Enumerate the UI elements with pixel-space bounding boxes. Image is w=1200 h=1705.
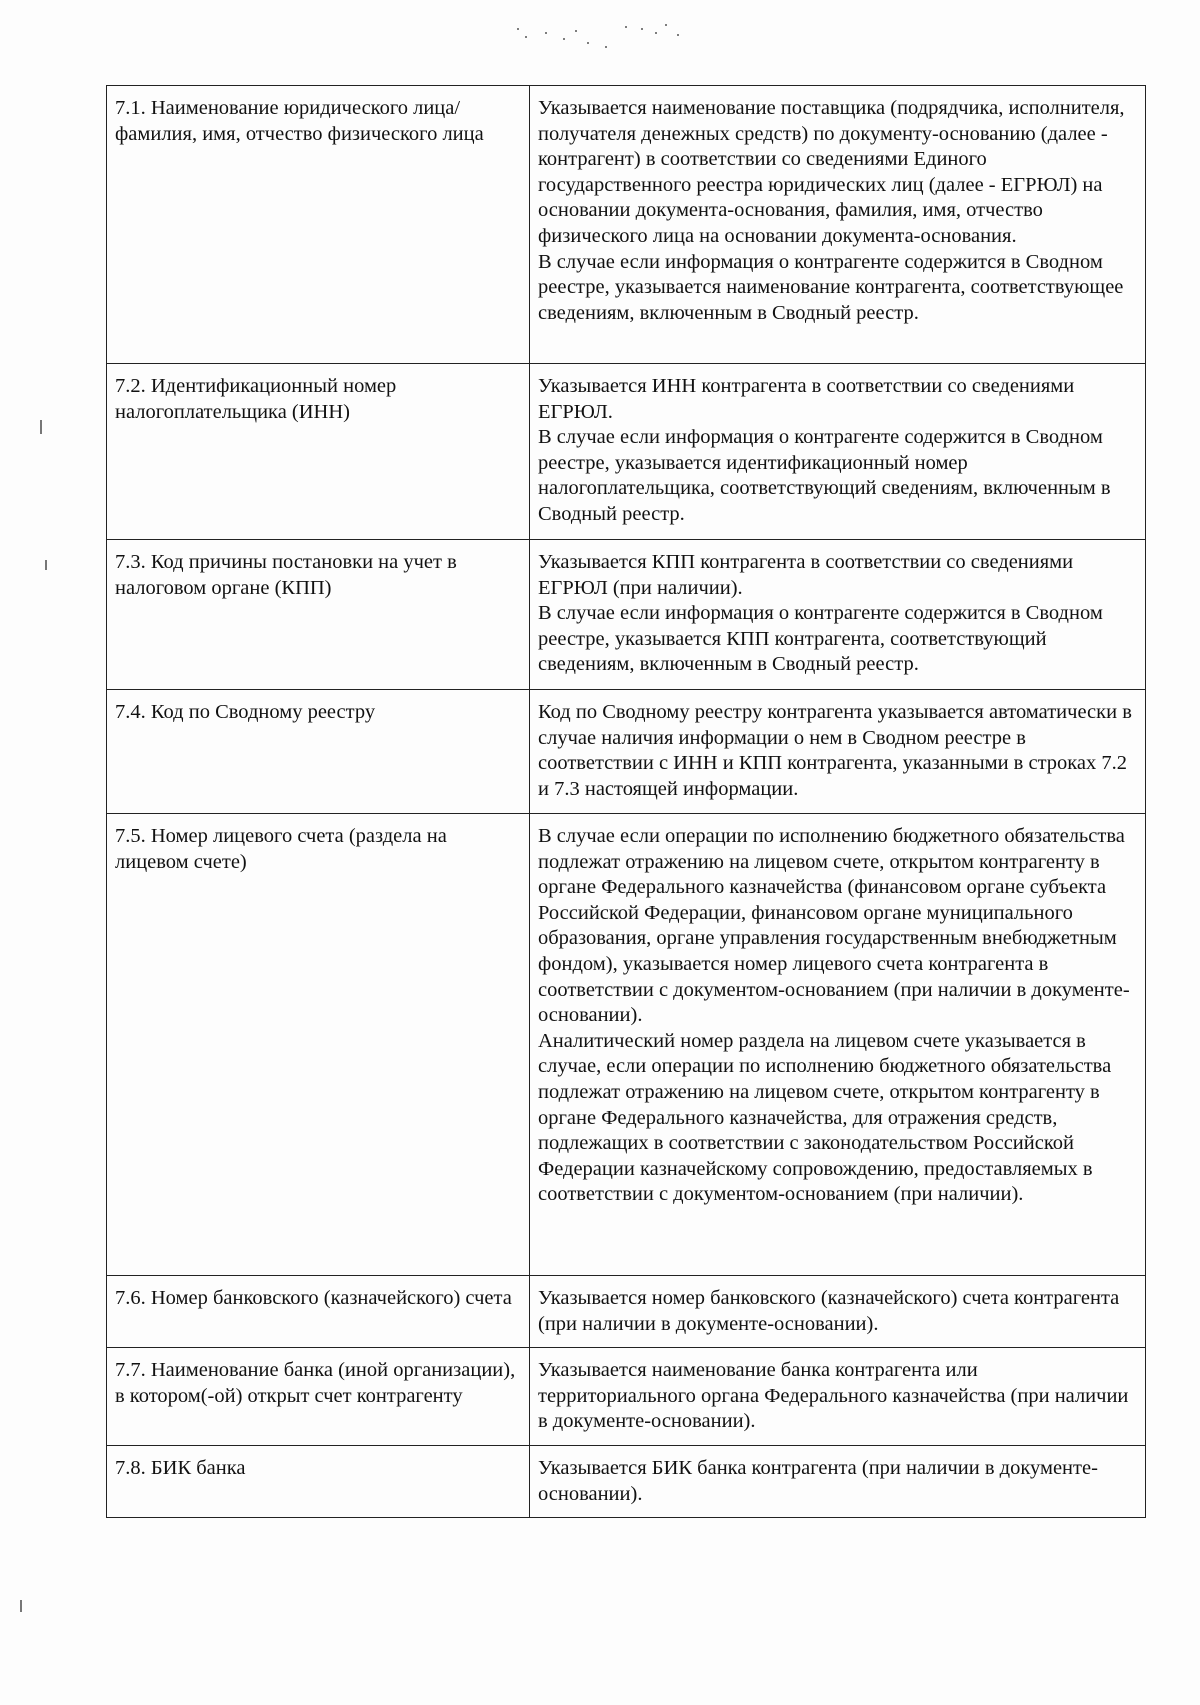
field-description-cell: Указывается БИК банка контрагента (при наличии в документе-основании). (530, 1446, 1146, 1518)
table-row (107, 86, 1146, 364)
field-description-cell: Указывается КПП контрагента в соответствии со сведениями ЕГРЮЛ (при наличии). В случае если информация о контрагенте содержится в Сводном реестре, указывается КПП контрагента, соответствующий сведениям, включенным в Сводный реестр. (530, 540, 1146, 690)
table-row (107, 1348, 1146, 1446)
field-description-cell: Код по Сводному реестру контрагента указывается автоматически в случае наличия информации о нем в Сводном реестре в соответствии с ИНН и КПП контрагента, указанными в строках 7.2 и 7.3 настоящей информации. (530, 690, 1146, 814)
field-name-cell: 7.8. БИК банка (107, 1446, 530, 1518)
table-row (107, 814, 1146, 1276)
field-description-cell: Указывается наименование поставщика (подрядчика, исполнителя, получателя денежных средств) по документу-основанию (далее - контрагент) в соответствии со сведениями Единого государственного реестра юридических лиц (далее - ЕГРЮЛ) на основании документа-основания, фамилия, имя, отчество физического лица на основании документа-основания. В случае если информация о контрагенте содержится в Сводном реестре, указывается наименование контрагента, соответствующее сведениям, включенным в Сводный реестр. (530, 86, 1146, 364)
table-row (107, 540, 1146, 690)
field-name-cell: 7.1. Наименование юридического лица/фамилия, имя, отчество физического лица (107, 86, 530, 364)
field-description-cell: В случае если операции по исполнению бюджетного обязательства подлежат отражению на лицевом счете, открытом контрагенту в органе Федерального казначейства (финансовом органе субъекта Российской Федерации, финансовом органе муниципального образования, органе управления государственным внебюджетным фондом), указывается номер лицевого счета контрагента в соответствии с документом-основанием (при наличии в документе-основании). Аналитический номер раздела на лицевом счете указывается в случае, если операции по исполнению бюджетного обязательства подлежат отражению на лицевом счете, открытом контрагенту в органе Федерального казначейства, для отражения средств, подлежащих в соответствии с законодательством Российской Федерации казначейскому сопровождению, предоставляемых в соответствии с документом-основанием (при наличии). (530, 814, 1146, 1276)
field-description-cell: Указывается номер банковского (казначейского) счета контрагента (при наличии в документе-основании). (530, 1276, 1146, 1348)
table-row (107, 1276, 1146, 1348)
table-row (107, 1446, 1146, 1518)
field-name-cell: 7.3. Код причины постановки на учет в налоговом органе (КПП) (107, 540, 530, 690)
scan-noise (515, 22, 715, 62)
field-name-cell: 7.2. Идентификационный номер налогоплательщика (ИНН) (107, 364, 530, 540)
field-name-cell: 7.5. Номер лицевого счета (раздела на лицевом счете) (107, 814, 530, 1276)
scan-margin-mark (40, 420, 42, 434)
field-specification-table (106, 85, 1146, 1518)
table-row (107, 690, 1146, 814)
field-description-cell: Указывается наименование банка контрагента или территориального органа Федерального казначейства (при наличии в документе-основании). (530, 1348, 1146, 1446)
table-row (107, 364, 1146, 540)
field-name-cell: 7.4. Код по Сводному реестру (107, 690, 530, 814)
field-name-cell: 7.6. Номер банковского (казначейского) счета (107, 1276, 530, 1348)
field-name-cell: 7.7. Наименование банка (иной организации), в котором(-ой) открыт счет контрагенту (107, 1348, 530, 1446)
field-description-cell: Указывается ИНН контрагента в соответствии со сведениями ЕГРЮЛ. В случае если информация о контрагенте содержится в Сводном реестре, указывается идентификационный номер налогоплательщика, соответствующий сведениям, включенным в Сводный реестр. (530, 364, 1146, 540)
scan-margin-mark (20, 1600, 22, 1612)
scan-margin-mark (45, 560, 47, 570)
